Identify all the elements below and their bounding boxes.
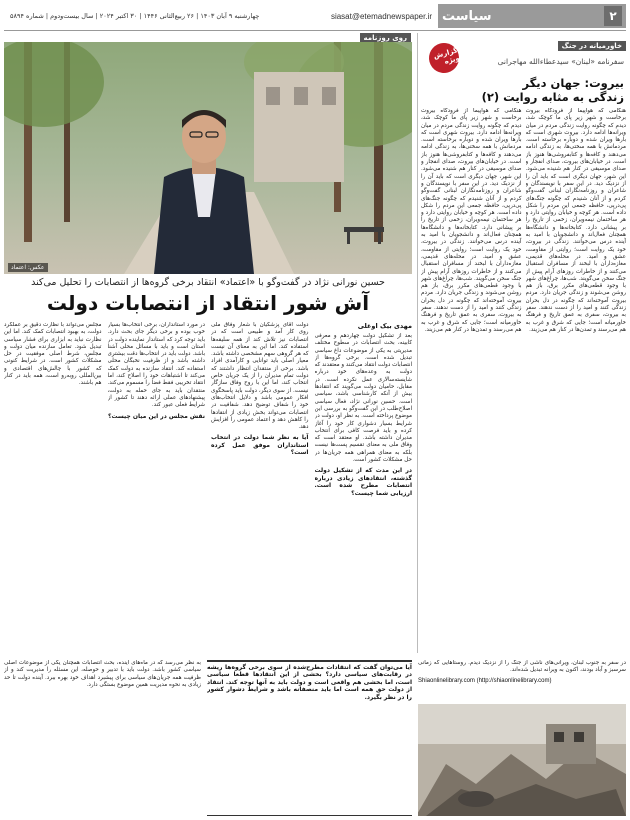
callout-box xyxy=(207,660,412,816)
travelogue-kicker: خاورمیانه در جنگ xyxy=(558,41,626,51)
interview-conclusion xyxy=(4,660,201,816)
byline: مهدی بیک اوغلی xyxy=(357,322,412,330)
bottom-strip xyxy=(4,660,626,816)
question-1: در این مدت که از تشکیل دولت گذشته، انتقادهای زیادی درباره انتصابات مطرح شده است. ارزیابی شما چیست؟ xyxy=(314,467,412,497)
portrait-illustration xyxy=(4,42,412,274)
interview-column-2 xyxy=(211,322,309,652)
page-number: ۲ xyxy=(604,6,622,26)
interview-body-3: در مورد استانداران، برخی انتخاب‌ها بسیار خوب بوده و برخی دیگر جای بحث دارد. باید توجه کرد که استاندار نماینده دولت در استان است و باید با مسائل محلی آشنا باشد. دولت باید در انتخاب‌ها دقت بیشتری داشته باشد و از ظرفیت نخبگان محلی استفاده کند. انتقاد سازنده به دولت کمک می‌کند تا اشتباهات خود را اصلاح کند، اما انتقاد تخریبی فقط فضا را مسموم می‌کند. منتقدان باید به جای حمله به دولت، پیشنهادهای عملی ارائه دهند تا کشور از شرایط فعلی عبور کند. xyxy=(107,322,205,409)
library-link[interactable]: Shiaonlinelibrary.com (http://shiaonlinelibrary.com) xyxy=(418,677,552,684)
travelogue-continued-text: در سفر به جنوب لبنان، ویرانی‌های ناشی از جنگ را از نزدیک دیدم. روستاهایی که زمانی سرسبز و آباد بودند، اکنون به ویرانه تبدیل شده‌اند. xyxy=(418,660,626,674)
travelogue-body-b: هنگامی که هواپیما از فرودگاه بیروت برخاست و شهر زیر پای ما کوچک شد، دیدم که چگونه روایت زندگی مردم در میان ویرانه‌ها ادامه دارد. بیروت شهری است که بارها ویران شده و دوباره برخاسته است. مردمانش با همه سختی‌ها، به زندگی ادامه می‌دهند و کافه‌ها و کتابفروشی‌ها هنوز باز است. در خیابان‌های بیروت، صدای انفجار و صدای موسیقی در کنار هم شنیده می‌شود. این شهر، جهان دیگری است که باید آن را از نزدیک دید. در این سفر با نویسندگان و شاعران و روزنامه‌نگاران لبنانی گفت‌وگو کردم و از آنان شنیدم که چگونه جنگ‌های پی‌درپی، حافظه جمعی این مردم را شکل داده است. هر کوچه و خیابان روایتی دارد و هر ساختمان نیمه‌ویران، زخمی از تاریخ را بر پیشانی دارد. کتابخانه‌ها و دانشگاه‌ها همچنان فعال‌اند و دانشجویان با امید به آینده درس می‌خوانند. زندگی در بیروت، خود یک روایت است؛ روایتی از مقاومت، عشق و امید. در محله‌های قدیمی، مغازه‌داران با لبخند از مسافران استقبال می‌کنند و از خاطرات روزهای آرام پیش از جنگ سخن می‌گویند. شب‌ها، چراغ‌های شهر با وجود قطعی‌های مکرر برق، باز هم روشن می‌شوند و زندگی جریان دارد. مردم بیروت آموخته‌اند که چگونه در دل بحران زندگی کنند و امید را از دست ندهند. سفر به بیروت، سفری به عمق تاریخ و فرهنگ خاورمیانه است؛ جایی که شرق و غرب به هم می‌رسند و تمدن‌ها در کنار هم می‌زیند. xyxy=(421,108,522,333)
interview-conclusion-text: به نظر می‌رسد که در ماه‌های آینده، بحث انتصابات همچنان یکی از موضوعات اصلی سیاسی کشور باشد. دولت باید با تدبیر و حوصله، این مسئله را مدیریت کند و از ظرفیت همه جریان‌های سیاسی برای پیشبرد اهداف خود بهره ببرد. آینده دولت تا حد زیادی به نحوه مدیریت همین موضوع بستگی دارد. xyxy=(4,660,201,688)
superhead: حسین نورانی نژاد در گفت‌وگو با «اعتماد» انتقاد برخی گروه‌ها از انتصابات را تحلیل می‌کند xyxy=(31,277,385,288)
rubble-photo xyxy=(418,704,626,816)
photo-credit: عکس: اعتماد xyxy=(8,263,48,272)
question-2: آیا به نظر شما دولت در انتخاب استانداران موفق عمل کرده است؟ xyxy=(211,434,309,457)
interview-columns xyxy=(4,322,412,652)
travelogue-headline: بیروت: جهان دیگر زندگی به مثابه روایت (۲) xyxy=(481,76,624,104)
question-3: نقش مجلس در این میان چیست؟ xyxy=(108,412,205,420)
main-headline: آش شور انتقاد از انتصابات دولت xyxy=(46,291,370,315)
section-banner xyxy=(438,4,626,28)
interview-body-4: مجلس می‌تواند با نظارت دقیق بر عملکرد دولت، به بهبود انتصابات کمک کند. اما این نظارت نباید به ابزاری برای فشار سیاسی تبدیل شود. تعامل سازنده میان دولت و مجلس، شرط اصلی موفقیت در حل مشکلات کشور است. در شرایط کنونی که کشور با چالش‌های اقتصادی و بین‌المللی روبه‌رو است، همه باید در کنار هم باشند. xyxy=(4,322,102,387)
site-url[interactable]: siasat@etemadnewspaper.ir xyxy=(330,11,432,21)
interview-column-4 xyxy=(4,322,102,652)
callout-text: آیا می‌توان گفت که انتقادات مطرح‌شده از سوی برخی گروه‌ها ریشه در رقابت‌های سیاسی دارد؟ بخشی از این انتقادها قطعا سیاسی است، اما بخشی هم واقعی است و دولت باید به آنها توجه کند. انتقاد از دولت حق همه است اما باید منصفانه باشد و شرایط دشوار کشور را در نظر بگیرد. xyxy=(207,664,412,701)
travelogue-column xyxy=(421,33,626,653)
travelogue-body-a: هنگامی که هواپیما از فرودگاه بیروت برخاست و شهر زیر پای ما کوچک شد، دیدم که چگونه روایت زندگی مردم در میان ویرانه‌ها ادامه دارد. بیروت شهری است که بارها ویران شده و دوباره برخاسته است. مردمانش با همه سختی‌ها، به زندگی ادامه می‌دهند و کافه‌ها و کتابفروشی‌ها هنوز باز است. در خیابان‌های بیروت، صدای انفجار و صدای موسیقی در کنار هم شنیده می‌شود. این شهر، جهان دیگری است که باید آن را از نزدیک دید. در این سفر با نویسندگان و شاعران و روزنامه‌نگاران لبنانی گفت‌وگو کردم و از آنان شنیدم که چگونه جنگ‌های پی‌درپی، حافظه جمعی این مردم را شکل داده است. هر کوچه و خیابان روایتی دارد و هر ساختمان نیمه‌ویران، زخمی از تاریخ را بر پیشانی دارد. کتابخانه‌ها و دانشگاه‌ها همچنان فعال‌اند و دانشجویان با امید به آینده درس می‌خوانند. زندگی در بیروت، خود یک روایت است؛ روایتی از مقاومت، عشق و امید. در محله‌های قدیمی، مغازه‌داران با لبخند از مسافران استقبال می‌کنند و از خاطرات روزهای آرام پیش از جنگ سخن می‌گویند. شب‌ها، چراغ‌های شهر با وجود قطعی‌های مکرر برق، باز هم روشن می‌شوند و زندگی جریان دارد. مردم بیروت آموخته‌اند که چگونه در دل بحران زندگی کنند و امید را از دست ندهند. سفر به بیروت، سفری به عمق تاریخ و فرهنگ خاورمیانه است؛ جایی که شرق و غرب به هم می‌رسند و تمدن‌ها در کنار هم می‌زیند. xyxy=(525,108,626,333)
masthead xyxy=(4,4,626,28)
column-divider xyxy=(417,33,418,653)
interview-column-3 xyxy=(108,322,206,652)
travelogue-subtitle: سفرنامه «لبنان» سیدعطاءالله مهاجرانی xyxy=(497,57,624,66)
travelogue-continued xyxy=(418,660,626,816)
top-rule xyxy=(4,30,626,31)
section-title: سیاست xyxy=(442,8,492,24)
interview-body-2: دولت آقای پزشکیان با شعار وفاق ملی روی کار آمد و طبیعی است که در انتصابات نیز تلاش کند از همه سلیقه‌ها استفاده کند. اما این به معنای آن نیست که هر گروهی سهم مشخصی داشته باشد. معیار اصلی باید توانایی و کارآمدی افراد باشد. برخی از منتقدان انتظار داشتند که دولت تمام مدیران را از یک جریان خاص انتخاب کند، اما این با روح وفاق سازگار نیست. از سوی دیگر، دولت باید پاسخگوی افکار عمومی باشد و دلایل انتخاب‌های خود را شفاف توضیح دهد. شفافیت در انتصابات می‌تواند بخش زیادی از انتقادها را کاهش دهد و اعتماد عمومی را افزایش دهد. xyxy=(211,322,309,431)
interview-photo xyxy=(4,42,412,274)
special-report-badge: گزارش ویژه xyxy=(426,40,463,77)
interview-kicker: روی روزنامه xyxy=(360,33,411,43)
interview-column-1 xyxy=(315,322,413,652)
interview-body-1: بعد از تشکیل دولت چهاردهم و معرفی کابینه، بحث انتصابات در سطوح مختلف مدیریتی به یکی از موضوعات داغ سیاسی تبدیل شده است. برخی گروه‌ها از انتصابات دولت انتقاد می‌کنند و معتقدند که دولت به وعده‌های خود درباره شایسته‌سالاری عمل نکرده است. در مقابل، حامیان دولت می‌گویند که انتقادها بیش از آنکه کارشناسی باشد، سیاسی است. حسین نورانی نژاد، فعال سیاسی اصلاح‌طلب در این گفت‌وگو به بررسی این موضوع پرداخته است. به نظر او، دولت در شرایط بسیار دشواری کار خود را آغاز کرده و باید فرصت کافی برای انتخاب مدیران داشته باشد. او معتقد است که وفاق ملی به معنای تقسیم پست‌ها نیست بلکه به معنای همراهی همه جریان‌ها در حل مشکلات کشور است. xyxy=(314,333,412,464)
dateline: چهارشنبه ۹ آبان ۱۴۰۳ | ۲۶ ربیع‌الثانی ۱۴۴۶ | ۳۰ اکتبر ۲۰۲۴ | سال بیست‌ودوم | شماره ۵۸۹۴ xyxy=(10,12,260,20)
